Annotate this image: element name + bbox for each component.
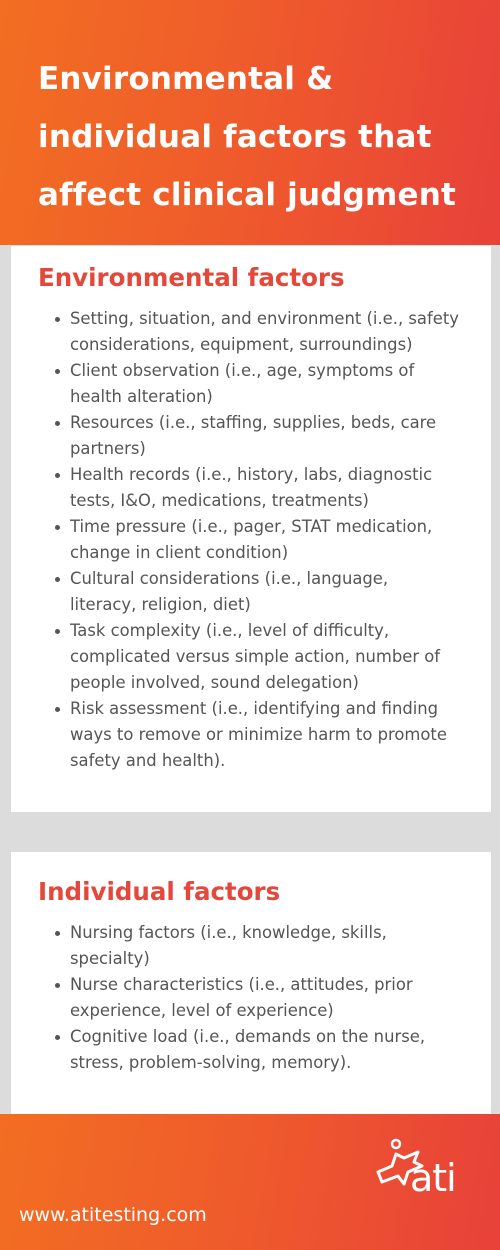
bullet-icon <box>55 983 60 988</box>
bullet-icon <box>55 931 60 936</box>
page-title-line: Environmental & <box>38 61 334 97</box>
website-link[interactable]: www.atitesting.com <box>19 1204 207 1226</box>
list-item-text: people involved, sound delegation) <box>70 673 359 692</box>
ati-logo-text: ati <box>410 1156 456 1200</box>
ati-logo <box>370 1132 488 1212</box>
list-item <box>38 920 477 972</box>
list-item-text: health alteration) <box>70 387 213 406</box>
list-item <box>38 972 477 1024</box>
list-item-text: ways to remove or minimize harm to promote <box>70 725 447 744</box>
list-item-text: Time pressure (i.e., pager, STAT medication, <box>70 517 433 536</box>
bullet-icon <box>55 473 60 478</box>
list-item-text: partners) <box>70 439 146 458</box>
page-title-line: affect clinical judgment <box>38 177 457 213</box>
bullet-icon <box>55 577 60 582</box>
bullet-icon <box>55 1035 60 1040</box>
environmental-factors-card <box>11 246 491 812</box>
individual-factors-title: Individual factors <box>38 877 281 906</box>
list-item-text: Setting, situation, and environment (i.e., safety <box>70 309 459 328</box>
header-banner <box>0 0 500 245</box>
list-item-text: change in client condition) <box>70 543 289 562</box>
bullet-icon <box>55 525 60 530</box>
bullet-icon <box>55 707 60 712</box>
list-item-text: Nursing factors (i.e., knowledge, skills, <box>70 923 387 942</box>
list-item-text: literacy, religion, diet) <box>70 595 251 614</box>
list-item <box>38 618 477 696</box>
list-item-text: tests, I&O, medications, treatments) <box>70 491 369 510</box>
bullet-icon <box>55 317 60 322</box>
bullet-icon <box>55 629 60 634</box>
list-item-text: stress, problem-solving, memory). <box>70 1053 352 1072</box>
list-item <box>38 358 477 410</box>
list-item-text: Cultural considerations (i.e., language, <box>70 569 389 588</box>
list-item <box>38 306 477 358</box>
list-item <box>38 566 477 618</box>
list-item-text: complicated versus simple action, number of <box>70 647 441 666</box>
individual-factors-list <box>38 920 477 1076</box>
list-item-text: Nurse characteristics (i.e., attitudes, prior <box>70 975 413 994</box>
list-item <box>38 462 477 514</box>
footer-banner <box>0 1114 500 1250</box>
list-item-text: experience, level of experience) <box>70 1001 334 1020</box>
page-title <box>38 50 470 224</box>
page-title-line: individual factors that <box>38 119 432 155</box>
list-item-text: Risk assessment (i.e., identifying and finding <box>70 699 439 718</box>
list-item <box>38 696 477 774</box>
list-item <box>38 1024 477 1076</box>
list-item-text: Task complexity (i.e., level of difficulty, <box>70 621 390 640</box>
bullet-icon <box>55 369 60 374</box>
list-item-text: considerations, equipment, surroundings) <box>70 335 413 354</box>
list-item-text: Client observation (i.e., age, symptoms of <box>70 361 415 380</box>
list-item-text: safety and health). <box>70 751 226 770</box>
list-item-text: Resources (i.e., staffing, supplies, beds, care <box>70 413 437 432</box>
environmental-factors-title: Environmental factors <box>38 263 345 292</box>
list-item <box>38 410 477 462</box>
list-item-text: specialty) <box>70 949 150 968</box>
list-item <box>38 514 477 566</box>
list-item-text: Cognitive load (i.e., demands on the nurse, <box>70 1027 426 1046</box>
individual-factors-card <box>11 852 491 1114</box>
environmental-factors-list <box>38 306 477 774</box>
bullet-icon <box>55 421 60 426</box>
list-item-text: Health records (i.e., history, labs, diagnostic <box>70 465 433 484</box>
